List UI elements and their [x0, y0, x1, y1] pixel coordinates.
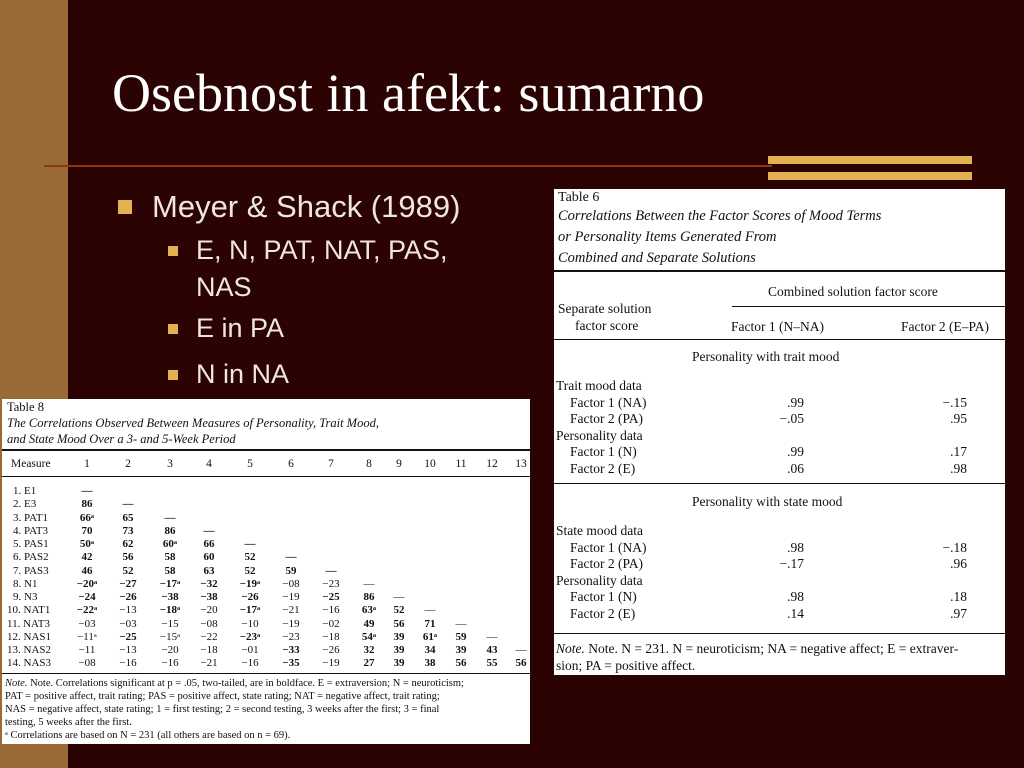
table8-cell: −13	[119, 644, 137, 656]
table8-cell: —	[424, 604, 436, 617]
table8-cell: −03	[119, 617, 137, 630]
table6-cell-factor1: −.05	[779, 411, 804, 427]
table6-cell-factor2: .97	[950, 606, 967, 621]
table8-cell: —	[81, 485, 93, 497]
table6-cell-factor1: .99	[787, 444, 804, 460]
table8-cell: 56	[515, 657, 527, 670]
table8-cell: −18	[322, 630, 340, 643]
table8-row-label: 6. PAS2	[13, 551, 49, 564]
table8-figure	[2, 399, 530, 744]
table8-cell: 59	[455, 630, 467, 643]
sub-bullet	[114, 310, 496, 347]
table6-row-label: Factor 2 (E)	[570, 461, 636, 476]
table8-cell: −33	[282, 644, 300, 656]
table8-col-header: 7	[328, 458, 334, 470]
table8-row-label: 9. N3	[13, 591, 38, 603]
table8-col-header: 4	[206, 458, 212, 470]
table8-row-label: 2. E3	[13, 498, 37, 511]
table8-cell: 61ᵃ	[422, 630, 438, 643]
table8-cell: −16	[322, 604, 340, 617]
table6-row-label: Factor 1 (NA)	[570, 539, 647, 555]
table8-row-label: 3. PAT1	[13, 511, 49, 524]
table8-row-label: 8. N1	[13, 577, 38, 590]
table8-row-label: 1. E1	[13, 485, 37, 497]
table8-bottom-rule	[2, 673, 530, 674]
table6-caption-line: or Personality Items Generated From	[558, 229, 777, 245]
table8-cell: −17ᵃ	[159, 577, 181, 590]
table8-col-header: 13	[515, 458, 527, 470]
table8-cell: 66ᵃ	[79, 511, 95, 524]
table6-cell-factor2: −.18	[942, 539, 967, 555]
table8-cell: 52	[393, 604, 405, 617]
table8-cell: −35	[282, 657, 300, 670]
table6-caption-line: Combined and Separate Solutions	[558, 250, 756, 266]
table8-cell: 86	[164, 524, 176, 537]
table8-cell: −22	[200, 630, 218, 643]
table8-cell: −01	[241, 644, 259, 656]
table8-cell: −20ᵃ	[76, 577, 98, 590]
table8-col-header: 11	[455, 458, 467, 470]
table8-cell: −19	[282, 617, 300, 630]
table8-cell: −25	[119, 630, 137, 643]
table6-cell-factor2: −.15	[942, 394, 967, 410]
table8-cell: —	[244, 538, 256, 550]
table8-cell: 55	[486, 657, 498, 670]
table6-note-line: Note. Note. N = 231. N = neuroticism; NA = negative affect; E = extraver-	[556, 641, 959, 656]
table6-note-text: Note. N = 231. N = neuroticism; NA = negative affect; E = extraver-	[588, 641, 959, 656]
table6-caption-line: Correlations Between the Factor Scores of Mood Terms	[558, 208, 882, 224]
table8-cell: −23	[322, 577, 340, 590]
table8-cell: 56	[393, 617, 405, 630]
table8-measure-header: Measure	[11, 458, 51, 470]
table8-cell: 60ᵃ	[162, 538, 178, 550]
sub-bullet-text: E, N, PAT, NAT, PAS, NAS	[196, 235, 448, 302]
bullet-square-icon	[168, 324, 178, 334]
table6-col1-header: Factor 1 (N–NA)	[731, 319, 824, 334]
table8-cell: 86	[81, 498, 93, 511]
table8-cell: —	[325, 564, 337, 577]
table8-note-text: Note. Correlations significant at p = .05, two-tailed, are in boldface. E = extraversion; N = neuroticism;	[30, 678, 464, 689]
table8-cell: —	[164, 511, 176, 524]
table6-row-label: Factor 1 (N)	[570, 589, 637, 605]
table8-cell: −26	[322, 644, 340, 656]
table8-row-label: 13. NAS2	[7, 644, 52, 656]
table8-caption-line: and State Mood Over a 3- and 5-Week Period	[7, 432, 236, 446]
slide-title: Osebnost in afekt: sumarno	[112, 63, 705, 123]
table8-cell: 56	[455, 657, 467, 670]
table8-cell: 56	[122, 551, 134, 564]
table8-cell: 39	[455, 644, 467, 656]
table8-cell: 86	[363, 591, 375, 603]
table8-cell: 54ᵃ	[361, 630, 377, 643]
table8-cell: −17ᵃ	[239, 604, 261, 617]
table8-cell: 27	[363, 657, 375, 670]
table8-cell: —	[285, 551, 297, 564]
table8-cell: −03	[78, 617, 96, 630]
table8-cell: −16	[161, 657, 179, 670]
table8-cell: −26	[119, 591, 137, 603]
table8-cell: −20	[161, 644, 179, 656]
table8-cell: 49	[363, 617, 375, 630]
table6-group-label: Personality data	[556, 572, 643, 588]
table8-note-line: NAS = negative affect, state rating; 1 = first testing; 2 = second testing, 3 weeks after the first; 3 = final	[5, 704, 440, 715]
table6-bottom-rule	[554, 633, 1005, 634]
table8-cell: −13	[119, 604, 137, 617]
table6-section-title: Personality with state mood	[692, 494, 843, 509]
table8-col-header: 10	[424, 458, 436, 470]
table6-row-label: Factor 2 (PA)	[570, 411, 643, 427]
table6-spanner: Combined solution factor score	[768, 284, 938, 299]
bullet-list	[114, 188, 514, 393]
bullet-main	[114, 188, 514, 226]
table8-top-rule	[2, 449, 530, 451]
title-rule	[44, 165, 772, 167]
table8-cell: —	[455, 617, 467, 630]
table8-cell: 73	[122, 524, 134, 537]
table8-cell: 58	[164, 551, 176, 564]
sub-bullet	[114, 232, 496, 306]
table8-cell: −08	[200, 617, 218, 630]
table8-cell: −23	[282, 630, 300, 643]
table8-cell: 52	[122, 564, 134, 577]
table8-cell: −10	[241, 617, 259, 630]
table8-cell: 52	[244, 551, 256, 564]
table8-row-label: 11. NAT3	[7, 617, 50, 630]
table8-cell: −16	[241, 657, 259, 670]
table8-cell: −23ᵃ	[239, 630, 261, 643]
table8-col-header: 3	[167, 458, 173, 470]
table8-col-header: 1	[84, 458, 90, 470]
table8-cell: −38	[161, 591, 179, 603]
table8-cell: −19ᵃ	[239, 577, 261, 590]
table8-cell: −19	[322, 657, 340, 670]
table6-head-rule	[554, 339, 1005, 340]
table6-rowhead-line: factor score	[575, 318, 639, 333]
table8-cell: −16	[119, 657, 137, 670]
table6-cell-factor1: .98	[787, 539, 804, 555]
table8-note-line: testing, 5 weeks after the first.	[5, 717, 132, 728]
table8-col-header: 5	[247, 458, 253, 470]
table6-col2-header: Factor 2 (E–PA)	[901, 319, 989, 334]
table8-cell: 60	[203, 551, 215, 564]
table8-cell: 39	[393, 644, 405, 656]
table8-cell: 32	[363, 644, 375, 656]
table8-cell: —	[486, 630, 498, 643]
table6-label: Table 6	[558, 190, 600, 205]
table8-cell: 50ᵃ	[79, 538, 95, 550]
table8-cell: 58	[164, 564, 176, 577]
table6-top-rule	[554, 270, 1005, 272]
table6-group-label: State mood data	[556, 523, 643, 538]
table8-head-rule	[2, 476, 530, 477]
table8-cell: −38	[200, 591, 218, 603]
table6-cell-factor1: −.17	[779, 556, 804, 572]
decor-bar-bottom	[768, 172, 972, 180]
table6-cell-factor1: .99	[787, 394, 804, 410]
table8-cell: —	[363, 577, 375, 590]
table8-cell: −11	[78, 644, 96, 656]
table8-cell: −20	[200, 604, 218, 617]
table8-cell: 39	[393, 657, 405, 670]
table8-row-label: 7. PAS3	[13, 564, 49, 577]
table8-note-line: ᵃ Correlations are based on N = 231 (all others are based on n = 69).	[5, 730, 291, 741]
table6-row-label: Factor 2 (PA)	[570, 556, 643, 572]
table8-cell: 38	[424, 657, 436, 670]
table6-cell-factor1: .14	[787, 606, 804, 621]
table8-cell: −27	[119, 577, 137, 590]
decor-bar-top	[768, 156, 972, 164]
bullet-main-text: Meyer & Shack (1989)	[152, 189, 461, 224]
table8-note-line: PAT = positive affect, trait rating; PAS = positive affect, state rating; NAT = negative affect, trait rating;	[5, 691, 440, 702]
table6-section-rule	[554, 483, 1005, 484]
table8-cell: 46	[81, 564, 93, 577]
bullet-square-icon	[118, 200, 132, 214]
table6-cell-factor2: .17	[950, 444, 967, 460]
table8-row-label: 10. NAT1	[7, 604, 51, 617]
table8-cell: 62	[122, 538, 134, 550]
table8-cell: −18ᵃ	[159, 604, 181, 617]
table8-cell: −19	[282, 591, 300, 603]
table6-cell-factor2: .96	[950, 556, 967, 572]
table8-cell: 66	[203, 538, 215, 550]
table8-cell: −21	[200, 657, 218, 670]
table8-cell: −24	[78, 591, 96, 603]
table8-cell: −11ᵃ	[77, 630, 97, 643]
table8-cell: −08	[282, 577, 300, 590]
table8-row-label: 12. NAS1	[7, 630, 52, 643]
table6-row-label: Factor 1 (N)	[570, 444, 637, 460]
table6-cell-factor2: .98	[950, 461, 967, 476]
table6-figure	[554, 189, 1005, 675]
table8-row-label: 5. PAS1	[13, 538, 49, 550]
table8-row-label: 14. NAS3	[7, 657, 52, 670]
bullet-square-icon	[168, 370, 178, 380]
table6-cell-factor1: .06	[787, 461, 804, 476]
table6-group-label: Trait mood data	[556, 378, 642, 393]
table8-cell: —	[393, 591, 405, 603]
table6-row-label: Factor 1 (NA)	[570, 394, 647, 410]
table8-cell: —	[122, 498, 134, 511]
table8-cell: −22ᵃ	[76, 604, 98, 617]
table6-row-label: Factor 2 (E)	[570, 606, 636, 621]
table8-col-header: 2	[125, 458, 131, 470]
table8-cell: 71	[424, 617, 436, 630]
table8-col-header: 12	[486, 458, 498, 470]
table6-spanner-rule	[732, 306, 1005, 307]
table8-col-header: 8	[366, 458, 372, 470]
table8-cell: −08	[78, 657, 96, 670]
table8-col-header: 6	[288, 458, 294, 470]
table8-cell: —	[203, 524, 215, 537]
table6-note-line: sion; PA = positive affect.	[556, 658, 696, 673]
table8-note-line: Note. Note. Correlations significant at p = .05, two-tailed, are in boldface. E = extraversion; N = neuroticism;	[5, 678, 464, 689]
table8-cell: 39	[393, 630, 405, 643]
table8-row-label: 4. PAT3	[13, 524, 49, 537]
bullet-square-icon	[168, 246, 178, 256]
table6-cell-factor2: .18	[950, 589, 967, 605]
table8-cell: 65	[122, 511, 134, 524]
table6-group-label: Personality data	[556, 427, 643, 443]
sub-bullet-text: N in NA	[196, 359, 290, 389]
table8-caption-line: The Correlations Observed Between Measures of Personality, Trait Mood,	[7, 416, 379, 430]
table8-cell: −15	[161, 617, 179, 630]
sub-bullet	[114, 356, 496, 393]
table6-section-title: Personality with trait mood	[692, 349, 840, 364]
table8-cell: −21	[282, 604, 300, 617]
table8-cell: 34	[424, 644, 436, 656]
table8-col-header: 9	[396, 458, 402, 470]
table8-cell: 52	[244, 564, 256, 577]
table6-cell-factor2: .95	[950, 411, 967, 427]
table8-cell: 43	[486, 644, 498, 656]
table8-cell: −26	[241, 591, 259, 603]
table8-cell: 63ᵃ	[361, 604, 377, 617]
table8-cell: −32	[200, 577, 218, 590]
table8-label: Table 8	[7, 400, 44, 414]
table8-cell: −15ᵃ	[159, 630, 181, 643]
table8-cell: 70	[81, 524, 93, 537]
table8-cell: 63	[203, 564, 215, 577]
sub-bullet-text: E in PA	[196, 313, 285, 343]
table8-cell: −25	[322, 591, 340, 603]
table8-cell: —	[515, 644, 527, 656]
table8-cell: 42	[81, 551, 93, 564]
table6-cell-factor1: .98	[787, 589, 804, 605]
table8-cell: −02	[322, 617, 340, 630]
table8-cell: −18	[200, 644, 218, 656]
table6-rowhead-line: Separate solution	[558, 301, 652, 316]
table8-cell: 59	[285, 564, 297, 577]
